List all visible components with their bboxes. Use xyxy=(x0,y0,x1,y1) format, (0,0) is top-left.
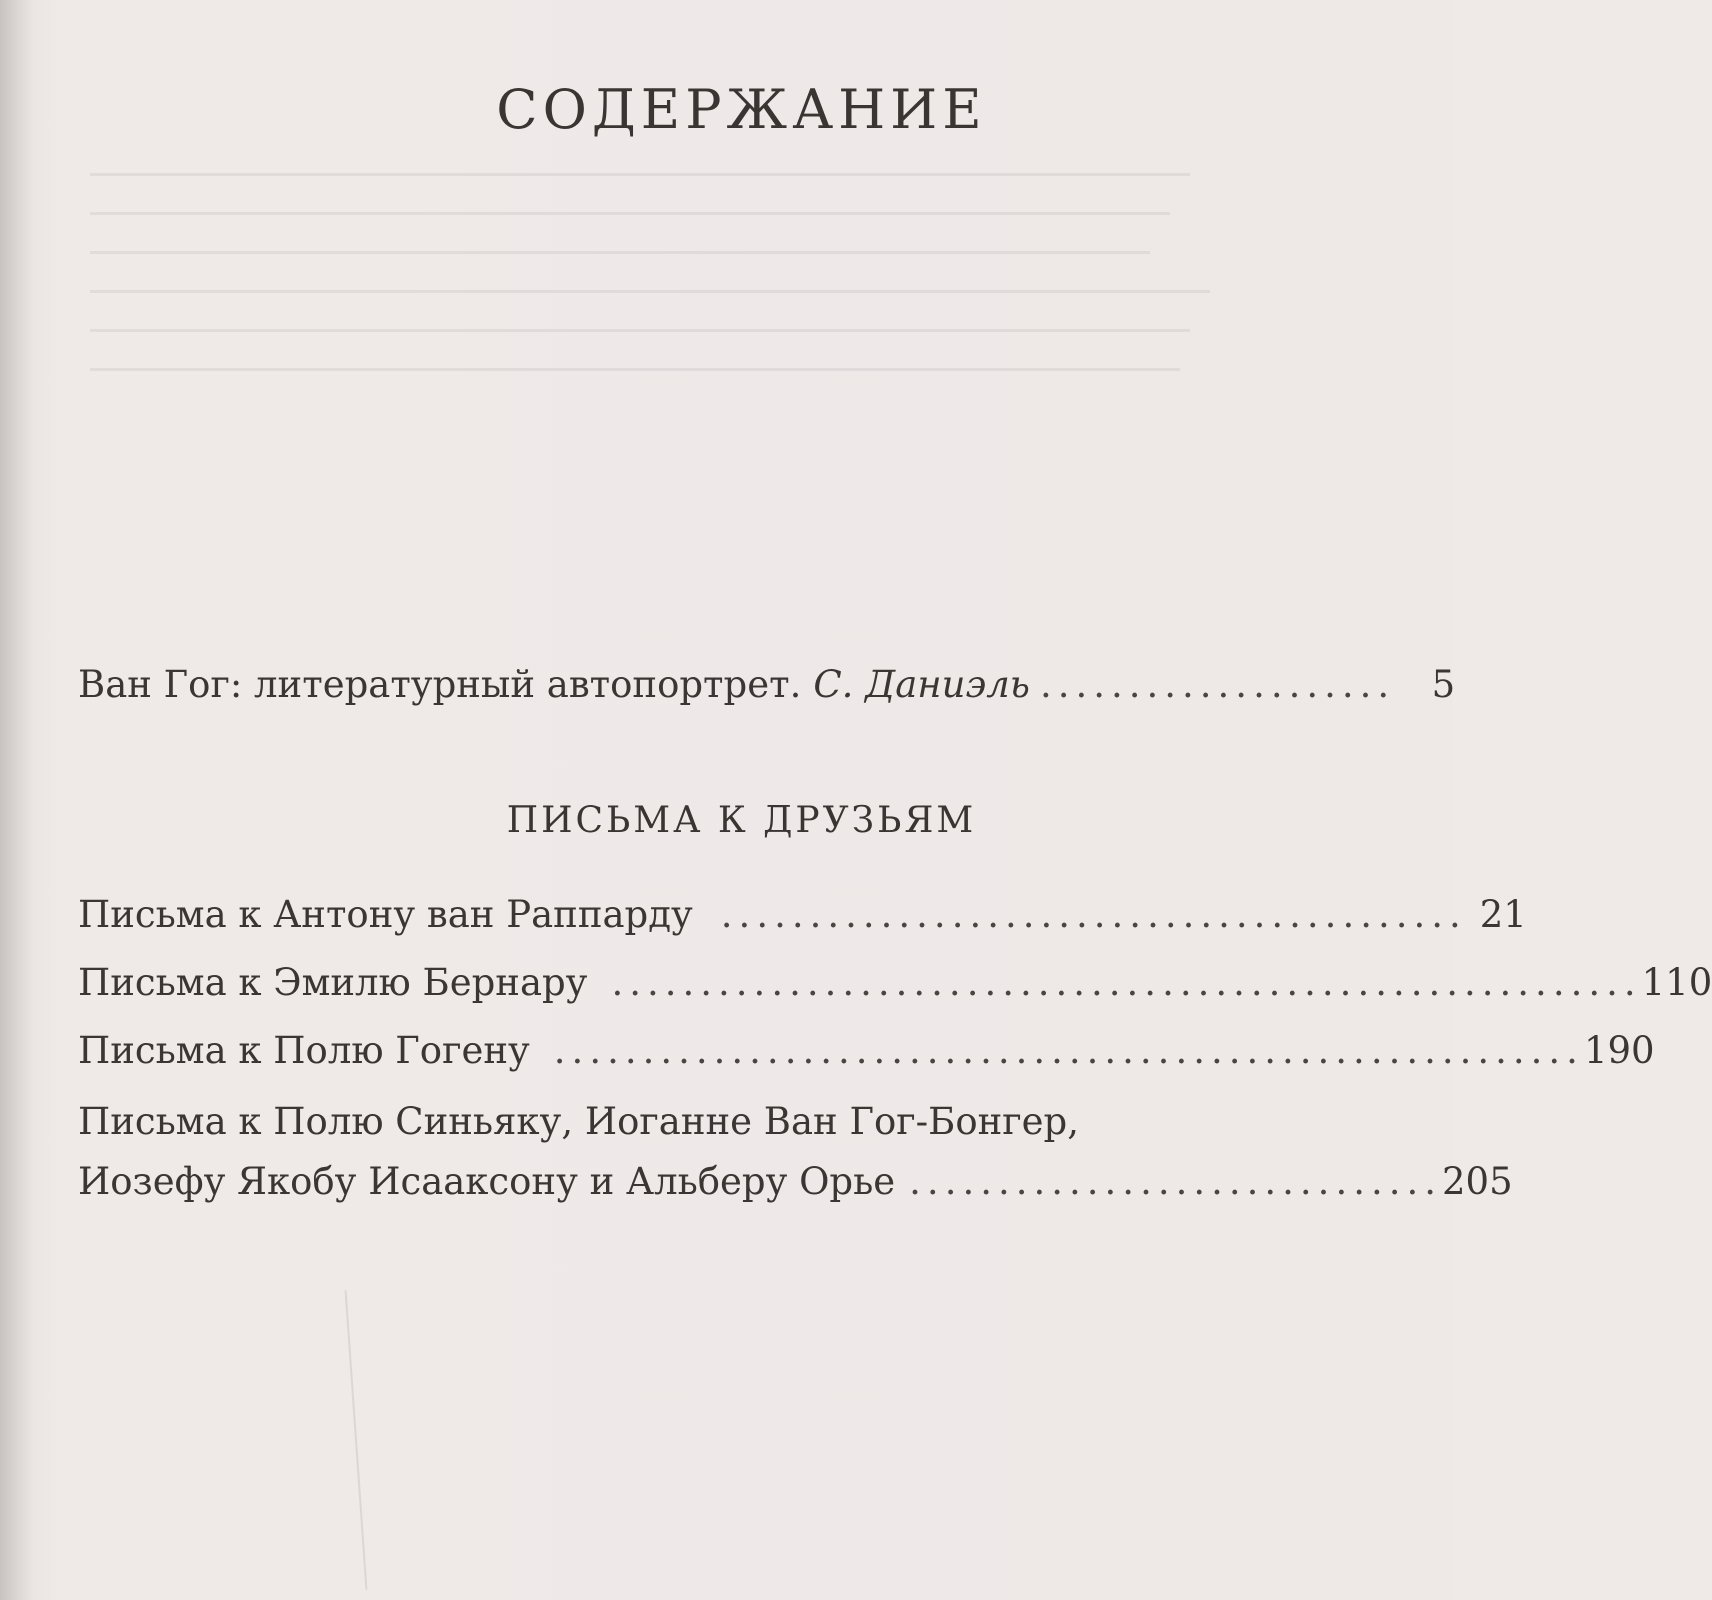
toc-entry xyxy=(78,953,1712,1013)
entry-title-line-2: Иозефу Якобу Исааксону и Альберу Орье xyxy=(78,1160,896,1203)
page-number: 205 xyxy=(1442,1160,1513,1203)
toc-entry-intro xyxy=(78,655,1456,715)
entry-title: Письма к Полю Гогену xyxy=(78,1029,530,1072)
toc-entry xyxy=(78,885,1527,945)
leader-dots: .......................................................... xyxy=(553,1029,1584,1072)
section-heading: ПИСЬМА К ДРУЗЬЯМ xyxy=(506,800,977,841)
leader-dots: .......................................... xyxy=(720,893,1467,936)
entry-line-2 xyxy=(78,1152,1513,1212)
toc-entry xyxy=(78,1092,1513,1212)
page-title: СОДЕРЖАНИЕ xyxy=(496,78,987,141)
entry-title-line-1: Письма к Полю Синьяку, Иоганне Ван Гог-Бонгер, xyxy=(78,1100,1079,1143)
show-through-text xyxy=(70,95,1270,655)
toc-entry xyxy=(78,1021,1655,1081)
entry-title: Письма к Эмилю Бернару xyxy=(78,961,588,1004)
entry-title: Письма к Антону ван Раппарду xyxy=(78,893,693,936)
entry-title: Ван Гог: литературный автопортрет. xyxy=(78,663,802,706)
leader-dots: .............................. xyxy=(909,1160,1443,1203)
page-number: 21 xyxy=(1479,893,1527,936)
page-number: 5 xyxy=(1431,663,1456,706)
leader-dots: .................... xyxy=(1039,663,1396,706)
leader-dots: .......................................................... xyxy=(611,961,1642,1004)
entry-author: С. Даниэль xyxy=(813,663,1030,706)
page-number: 190 xyxy=(1583,1029,1655,1072)
paper-crease xyxy=(345,1290,368,1589)
page-number: 110 xyxy=(1641,961,1712,1004)
